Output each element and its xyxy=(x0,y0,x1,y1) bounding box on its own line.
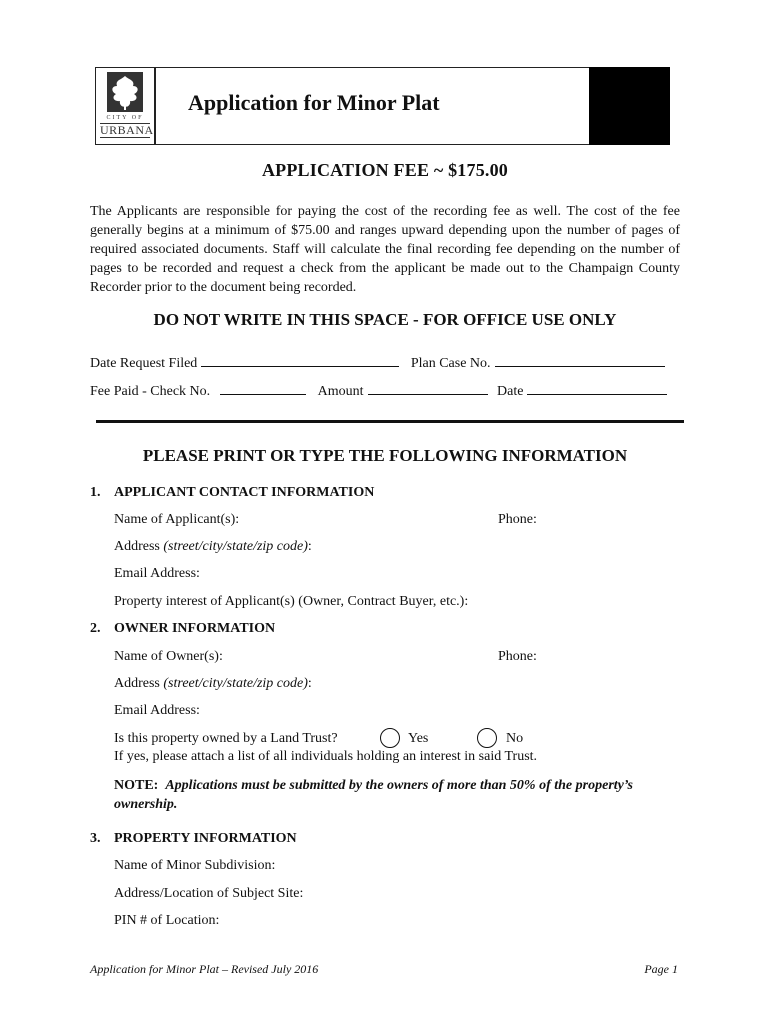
fee-paid-check-no-label: Fee Paid - Check No. xyxy=(90,384,211,399)
section-2-number: 2. xyxy=(90,621,101,636)
horizontal-rule xyxy=(96,420,684,423)
note-text: Applications must be submitted by the owners of more than 50% of the property’s ownership. xyxy=(114,778,633,812)
plan-case-no-label: Plan Case No. xyxy=(410,356,491,371)
amount-label: Amount xyxy=(317,384,364,399)
owner-phone-field[interactable]: Phone: xyxy=(498,649,537,664)
ownership-note xyxy=(114,776,680,814)
land-trust-question: Is this property owned by a Land Trust? xyxy=(114,731,338,746)
form-title: Application for Minor Plat xyxy=(188,90,440,115)
site-address-field[interactable]: Address/Location of Subject Site: xyxy=(114,886,304,901)
print-heading: PLEASE PRINT OR TYPE THE FOLLOWING INFORMATION xyxy=(142,446,628,465)
section-1-title: APPLICANT CONTACT INFORMATION xyxy=(114,485,375,500)
owner-email-field[interactable]: Email Address: xyxy=(114,703,200,718)
owner-address-field[interactable] xyxy=(114,676,312,692)
applicant-phone-field[interactable]: Phone: xyxy=(498,512,537,527)
section-2-heading xyxy=(90,621,275,637)
date-request-filed-label: Date Request Filed xyxy=(90,356,198,371)
pin-field[interactable]: PIN # of Location: xyxy=(114,913,220,928)
footer-revision: Application for Minor Plat – Revised July 2016 xyxy=(90,962,319,976)
amount-blank[interactable] xyxy=(368,381,488,395)
office-row-1 xyxy=(90,353,682,372)
section-1-heading xyxy=(90,485,374,501)
applicant-address-field[interactable] xyxy=(114,539,312,555)
section-3-heading xyxy=(90,831,297,847)
owner-name-field[interactable]: Name of Owner(s): xyxy=(114,649,223,664)
owner-address-label: Address xyxy=(114,676,164,691)
application-fee: APPLICATION FEE ~ $175.00 xyxy=(261,160,509,180)
address-hint: (street/city/state/zip code) xyxy=(163,539,308,554)
header-black-block xyxy=(589,67,670,145)
check-no-blank[interactable] xyxy=(220,381,306,395)
applicant-name-field[interactable]: Name of Applicant(s): xyxy=(114,512,240,527)
section-3-title: PROPERTY INFORMATION xyxy=(114,831,297,846)
date-blank[interactable] xyxy=(527,381,667,395)
office-use-heading: DO NOT WRITE IN THIS SPACE - FOR OFFICE USE ONLY xyxy=(153,310,617,329)
land-trust-no-label: No xyxy=(506,731,524,746)
applicant-email-field[interactable]: Email Address: xyxy=(114,566,200,581)
intro-paragraph: The Applicants are responsible for paying the cost of the recording fee as well. The cost of the fee generally begins at a minimum of $75.00 and ranges upward depending upon the number of pages of required associated documents. Staff will calculate the final recording fee depending on the number of pages to be recorded and request a check from the applicant be made out to the Champaign County Recorder prior to the document being recorded. xyxy=(90,204,680,295)
land-trust-yes-label: Yes xyxy=(408,731,429,746)
section-1-number: 1. xyxy=(90,485,101,500)
note-label: NOTE: xyxy=(114,778,159,793)
form-header xyxy=(95,67,670,145)
title-box xyxy=(155,67,590,145)
owner-address-hint: (street/city/state/zip code) xyxy=(163,676,308,691)
land-trust-yes-radio[interactable] xyxy=(380,728,400,748)
section-3-number: 3. xyxy=(90,831,101,846)
subdivision-name-field[interactable]: Name of Minor Subdivision: xyxy=(114,858,276,873)
date-label: Date xyxy=(497,384,524,399)
land-trust-attach-note: If yes, please attach a list of all individuals holding an interest in said Trust. xyxy=(114,749,538,764)
logo-city-of-text: CITY OF xyxy=(106,115,144,121)
address-label: Address xyxy=(114,539,164,554)
owner-address-colon: : xyxy=(307,676,312,691)
logo-urbana-text: URBANA xyxy=(100,123,154,137)
footer-page-number: Page 1 xyxy=(644,962,678,976)
date-request-filed-blank[interactable] xyxy=(201,353,399,367)
section-2-title: OWNER INFORMATION xyxy=(114,621,276,636)
land-trust-no-radio[interactable] xyxy=(477,728,497,748)
leaf-icon xyxy=(99,70,151,114)
plan-case-no-blank[interactable] xyxy=(495,353,665,367)
city-logo xyxy=(95,67,155,145)
address-colon: : xyxy=(307,539,312,554)
property-interest-field[interactable]: Property interest of Applicant(s) (Owner, Contract Buyer, etc.): xyxy=(114,594,469,609)
office-row-2 xyxy=(90,381,682,400)
